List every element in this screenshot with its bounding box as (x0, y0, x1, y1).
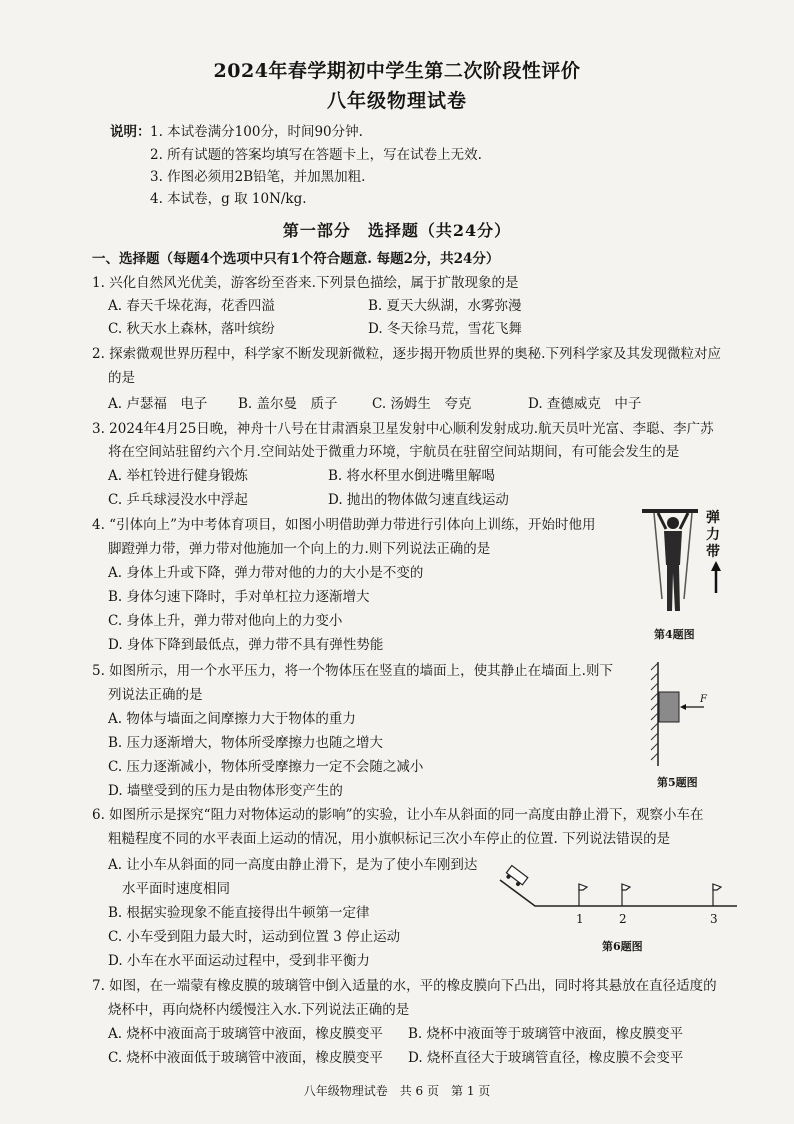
flag-label-3: 3 (710, 912, 718, 926)
q5-stem: 5. 如图所示，用一个水平压力，将一个物体压在竖直的墙面上，使其静止在墙面上.则下 (92, 663, 613, 679)
q4-stem: 4. “引体向上”为中考体育项目，如图小明借助弹力带进行引体向上训练，开始时他用 (92, 517, 596, 533)
exam-subtitle: 八年级物理试卷 (326, 90, 467, 112)
flag-label-2: 2 (619, 912, 627, 926)
q7-option-b: B. 烧杯中液面等于玻璃管中液面，橡皮膜变平 (408, 1026, 684, 1042)
q6-option-a: A. 让小车从斜面的同一高度由静止滑下，是为了使小车刚到达 (108, 857, 478, 873)
q7-stem: 7. 如图，在一端蒙有橡皮膜的玻璃管中倒入适量的水，平的橡皮膜向下凸出，同时将其悬放在直径适度的 (92, 978, 717, 994)
force-arrow-head (680, 704, 686, 710)
notes-label: 说明： (110, 124, 151, 140)
note-item: 4. 本试卷，g 取 10N/kg. (150, 191, 307, 207)
q5-option-d: D. 墙壁受到的压力是由物体形变产生的 (108, 783, 343, 799)
wall-hatch (651, 663, 658, 760)
ramp-surface (500, 880, 737, 906)
q5-option-c: C. 压力逐渐减小，物体所受摩擦力一定不会随之减小 (108, 759, 424, 775)
q3-stem-cont: 将在空间站驻留约六个月.空间站处于微重力环境，宇航员在驻留空间站期间，有可能会发生的是 (108, 444, 680, 460)
q4-option-d: D. 身体下降到最低点，弹力带不具有弹性势能 (108, 637, 384, 653)
q4-option-c: C. 身体上升，弹力带对他向上的力变小 (108, 613, 343, 629)
wall-block-figure (648, 660, 718, 770)
q4-option-b: B. 身体匀速下降时，手对单杠拉力逐渐增大 (108, 589, 370, 605)
q6-caption: 第6题图 (602, 940, 643, 953)
q5-stem-cont: 列说法正确的是 (108, 687, 203, 703)
head (667, 517, 679, 529)
q4-stem-cont: 脚蹬弹力带，弹力带对他施加一个向上的力.则下列说法正确的是 (108, 541, 491, 557)
note-item: 2. 所有试题的答案均填写在答题卡上，写在试卷上无效. (150, 147, 482, 163)
q6-stem-cont: 粗糙程度不同的水平表面上运动的情况，用小旗帜标记三次小车停止的位置. 下列说法错误的是 (108, 831, 671, 847)
q7-option-a: A. 烧杯中液面高于玻璃管中液面，橡皮膜变平 (108, 1026, 383, 1042)
q1-option-a: A. 春天千垛花海，花香四溢 (108, 298, 275, 314)
q1-option-d: D. 冬天徐马荒，雪花飞舞 (368, 321, 522, 337)
block (659, 692, 679, 722)
torso (664, 531, 682, 565)
ramp-figure (495, 860, 745, 920)
section-title: 第一部分 选择题（共24分） (282, 221, 512, 240)
q7-option-c: C. 烧杯中液面低于玻璃管中液面，橡皮膜变平 (108, 1050, 383, 1066)
flag-2 (622, 884, 630, 906)
q2-option-c: C. 汤姆生 夸克 (372, 396, 472, 412)
q5-caption: 第5题图 (657, 776, 698, 789)
q5-option-b: B. 压力逐渐增大，物体所受摩擦力也随之增大 (108, 735, 384, 751)
note-item: 3. 作图必须用2B铅笔，并加黑加粗. (150, 169, 366, 185)
q2-stem: 2. 探索微观世界历程中，科学家不断发现新微粒，逐步揭开物质世界的奥秘.下列科学家及其发现微粒对应 (92, 346, 721, 362)
q6-option-d: D. 小车在水平面运动过程中，受到非平衡力 (108, 953, 370, 969)
q2-option-d: D. 查德威克 中子 (528, 396, 642, 412)
exam-title: 2024年春学期初中学生第二次阶段性评价 (213, 60, 581, 82)
q6-stem: 6. 如图所示是探究“阻力对物体运动的影响”的实验，让小车从斜面的同一高度由静止滑下，观察小车在 (92, 807, 704, 823)
flag-1 (579, 884, 587, 906)
note-item: 1. 本试卷满分100分，时间90分钟. (150, 124, 363, 140)
q3-option-c: C. 乒乓球浸没水中浮起 (108, 492, 248, 508)
q4-caption: 第4题图 (654, 628, 695, 641)
q7-stem-cont: 烧杯中，再向烧杯内缓慢注入水.下列说法正确的是 (108, 1002, 410, 1018)
q2-option-b: B. 盖尔曼 质子 (238, 396, 338, 412)
force-label: F (700, 694, 707, 705)
flag-label-1: 1 (576, 912, 584, 926)
q6-option-b: B. 根据实验现象不能直接得出牛顿第一定律 (108, 905, 370, 921)
section-heading: 一、选择题（每题4个选项中只有1个符合题意. 每题2分，共24分） (92, 251, 500, 267)
q3-option-a: A. 举杠铃进行健身锻炼 (108, 468, 248, 484)
q6-option-c: C. 小车受到阻力最大时，运动到位置 3 停止运动 (108, 929, 401, 945)
q3-stem: 3. 2024年4月25日晚，神舟十八号在甘肃酒泉卫星发射中心顺利发射成功.航天员叶光富、李聪、李广苏 (92, 421, 714, 437)
q3-option-d: D. 抛出的物体做匀速直线运动 (328, 492, 509, 508)
q6-option-a-cont: 水平面时速度相同 (122, 881, 230, 897)
q5-option-a: A. 物体与墙面之间摩擦力大于物体的重力 (108, 711, 356, 727)
q1-option-c: C. 秋天水上森林，落叶缤纷 (108, 321, 275, 337)
q2-option-a: A. 卢瑟福 电子 (108, 396, 208, 412)
q4-option-a: A. 身体上升或下降，弹力带对他的力的大小是不变的 (108, 565, 424, 581)
q1-option-b: B. 夏天大纵湖，水雾弥漫 (368, 298, 522, 314)
band-label: 弹力带 (706, 510, 720, 560)
q3-option-b: B. 将水杯里水倒进嘴里解喝 (328, 468, 496, 484)
q7-option-d: D. 烧杯直径大于玻璃管直径，橡皮膜不会变平 (408, 1050, 684, 1066)
q2-stem-cont: 的是 (108, 370, 135, 386)
q1-stem: 1. 兴化自然风光优美，游客纷至沓来.下列景色描绘，属于扩散现象的是 (92, 275, 519, 291)
page-footer: 八年级物理试卷 共 6 页 第 1 页 (303, 1084, 491, 1098)
flag-3 (713, 884, 721, 906)
up-arrow-head (711, 561, 721, 571)
legs (667, 565, 680, 611)
